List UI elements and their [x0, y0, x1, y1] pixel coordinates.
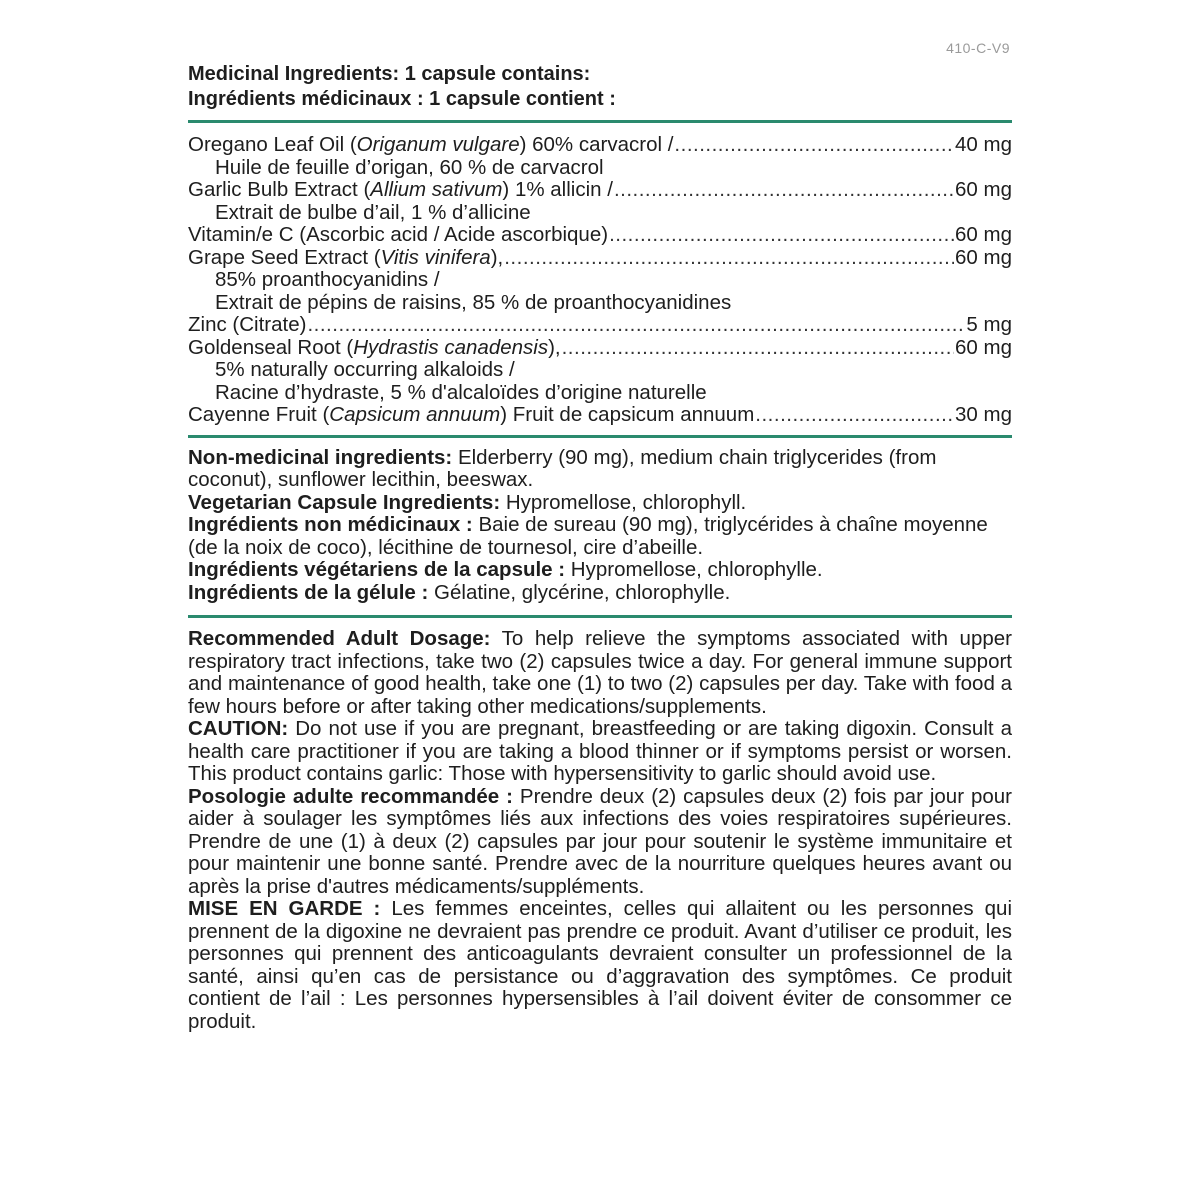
ingredient-subline: 85% proanthocyanidins / — [215, 268, 440, 291]
ingredient-name-text: ) Fruit de capsicum annuum — [500, 403, 755, 426]
caution-en-text: Do not use if you are pregnant, breastfeeding or are taking digoxin. Consult a health care practitioner if you are taking a blood thinner or if symptoms persist or worsen. This product contains garlic: Those with hypersensitivity to garlic should avoid use. — [188, 717, 1012, 785]
ingredient-name-text: Vitamin/e C (Ascorbic acid / Acide ascorbique) — [188, 223, 609, 246]
ingredient-latin-name: Hydrastis canadensis — [353, 335, 549, 359]
ingredient-latin-name: Vitis vinifera — [380, 245, 491, 269]
caution-fr — [188, 898, 1012, 1033]
ingredient-name-text: ) 1% allicin / — [502, 178, 613, 201]
dot-leader — [614, 179, 954, 202]
ingredient-row — [188, 179, 1012, 202]
ingredient-row — [188, 337, 1012, 360]
caution-en — [188, 718, 1012, 786]
ingredient-name — [188, 134, 673, 157]
ingredient-subline: Extrait de bulbe d’ail, 1 % d’allicine — [215, 200, 531, 224]
ingredient-name — [188, 179, 613, 202]
ingredient-row — [188, 224, 1012, 247]
ingredient-name — [188, 247, 503, 270]
medicinal-header-en: Medicinal Ingredients: 1 capsule contains: — [188, 63, 591, 85]
non-medicinal-en-text: Elderberry (90 mg), medium chain triglycerides (from coconut), sunflower lecithin, beeswax. — [188, 445, 937, 491]
gelule-fr-label: Ingrédients de la gélule : — [188, 580, 429, 604]
medicinal-header-fr: Ingrédients médicinaux : 1 capsule contient : — [188, 88, 616, 110]
ingredient-amount: 30 mg — [955, 403, 1012, 426]
ingredient-name-text: Zinc (Citrate) — [188, 313, 307, 336]
ingredient-amount: 60 mg — [955, 245, 1012, 269]
dosage-fr-label: Posologie adulte recommandée : — [188, 784, 513, 808]
lot-code: 410-C-V9 — [946, 40, 1010, 56]
dot-leader — [755, 404, 954, 427]
ingredient-name — [188, 224, 608, 247]
dosage-fr — [188, 786, 1012, 899]
ingredient-name-text: Grape Seed Extract ( — [188, 245, 381, 269]
dosage-fr-text: Prendre deux (2) capsules deux (2) fois par jour pour aider à soulager les symptômes liés aux infections des voies respiratoires supérieures. Prendre de une (1) à deux (2) capsules par jour pour soutenir le système immunitaire et pour maintenir une bonne santé. Prendre avec de la nourriture quelques heures avant ou après la prise d'autres médicaments/suppléments. — [188, 784, 1012, 898]
veg-capsule-fr — [188, 559, 1012, 582]
divider-rule — [188, 615, 1012, 618]
ingredient-row — [188, 134, 1012, 157]
ingredient-amount: 60 mg — [955, 335, 1012, 359]
veg-capsule-fr-text: Hypromellose, chlorophylle. — [565, 558, 823, 581]
non-medicinal-en — [188, 447, 1012, 492]
ingredient-name — [188, 314, 306, 337]
divider-rule — [188, 435, 1012, 438]
ingredient-name-text: ), — [548, 335, 561, 359]
dot-leader — [562, 337, 954, 360]
dot-leader — [307, 314, 965, 337]
ingredient-name — [188, 337, 561, 360]
ingredient-subline: Racine d’hydraste, 5 % d'alcaloïdes d’origine naturelle — [215, 380, 707, 404]
veg-capsule-en-text: Hypromellose, chlorophyll. — [500, 490, 747, 514]
ingredient-amount: 60 mg — [955, 178, 1012, 201]
non-medicinal-fr-label: Ingrédients non médicinaux : — [188, 513, 473, 536]
supplement-facts-label — [188, 40, 1012, 1033]
ingredient-amount: 60 mg — [955, 223, 1012, 246]
medicinal-header — [188, 62, 1012, 112]
ingredient-subline: Extrait de pépins de raisins, 85 % de proanthocyanidines — [215, 290, 732, 314]
dot-leader — [504, 247, 954, 270]
non-medicinal-fr-text: Baie de sureau (90 mg), triglycérides à chaîne moyenne (de la noix de coco), lécithine de tournesol, cire d’abeille. — [188, 513, 988, 559]
ingredient-amount: 40 mg — [955, 133, 1012, 156]
non-medicinal-fr — [188, 514, 1012, 559]
gelule-fr-text: Gélatine, glycérine, chlorophylle. — [428, 580, 731, 604]
dosage-section — [188, 628, 1012, 1033]
caution-fr-text: Les femmes enceintes, celles qui allaitent ou les personnes qui prennent de la digoxine ne devraient pas prendre ce produit. Avant d’utiliser ce produit, les personnes qui prennent des anticoagulants devraient consulter un professionnel de la santé, ainsi qu’en cas de persistance ou d’aggravation des symptômes. Ce produit contient de l’ail : Les personnes hypersensibles à l’ail doivent éviter de consommer ce produit. — [188, 897, 1013, 1033]
ingredient-list — [188, 134, 1012, 427]
dot-leader — [674, 134, 954, 157]
ingredient-row — [188, 314, 1012, 337]
ingredient-name-text: Goldenseal Root ( — [188, 335, 354, 359]
ingredient-name-text: ), — [490, 245, 504, 269]
non-medicinal-section — [188, 447, 1012, 605]
ingredient-amount: 5 mg — [966, 313, 1012, 336]
ingredient-row — [188, 247, 1012, 270]
ingredient-name-text: Garlic Bulb Extract ( — [188, 178, 371, 201]
ingredient-name-text: Cayenne Fruit ( — [188, 403, 330, 426]
ingredient-latin-name: Capsicum annuum — [329, 403, 501, 426]
dosage-en-text: To help relieve the symptoms associated with upper respiratory tract infections, take two (2) capsules twice a day. For general immune support and maintenance of good health, take one (1) to two (2) capsules per day. Take with food a few hours before or after taking other medications/supplements. — [188, 627, 1012, 718]
veg-capsule-en-label: Vegetarian Capsule Ingredients: — [188, 490, 501, 514]
ingredient-latin-name: Origanum vulgare — [356, 133, 520, 156]
ingredient-name-text: Oregano Leaf Oil ( — [188, 133, 357, 156]
dot-leader — [609, 224, 954, 247]
caution-en-label: CAUTION: — [188, 717, 289, 740]
ingredient-name-text: ) 60% carvacrol / — [519, 133, 674, 156]
veg-capsule-en — [188, 492, 1012, 515]
dosage-en-label: Recommended Adult Dosage: — [188, 627, 491, 650]
veg-capsule-fr-label: Ingrédients végétariens de la capsule : — [188, 558, 566, 581]
dosage-en — [188, 628, 1012, 718]
caution-fr-label: MISE EN GARDE : — [188, 897, 381, 920]
divider-rule — [188, 120, 1012, 123]
ingredient-name — [188, 404, 754, 427]
ingredient-subline: Huile de feuille d’origan, 60 % de carvacrol — [215, 155, 604, 179]
ingredient-latin-name: Allium sativum — [370, 178, 503, 201]
ingredient-row — [188, 404, 1012, 427]
non-medicinal-en-label: Non-medicinal ingredients: — [188, 445, 453, 469]
gelule-fr — [188, 582, 1012, 605]
ingredient-subline: 5% naturally occurring alkaloids / — [215, 358, 515, 381]
